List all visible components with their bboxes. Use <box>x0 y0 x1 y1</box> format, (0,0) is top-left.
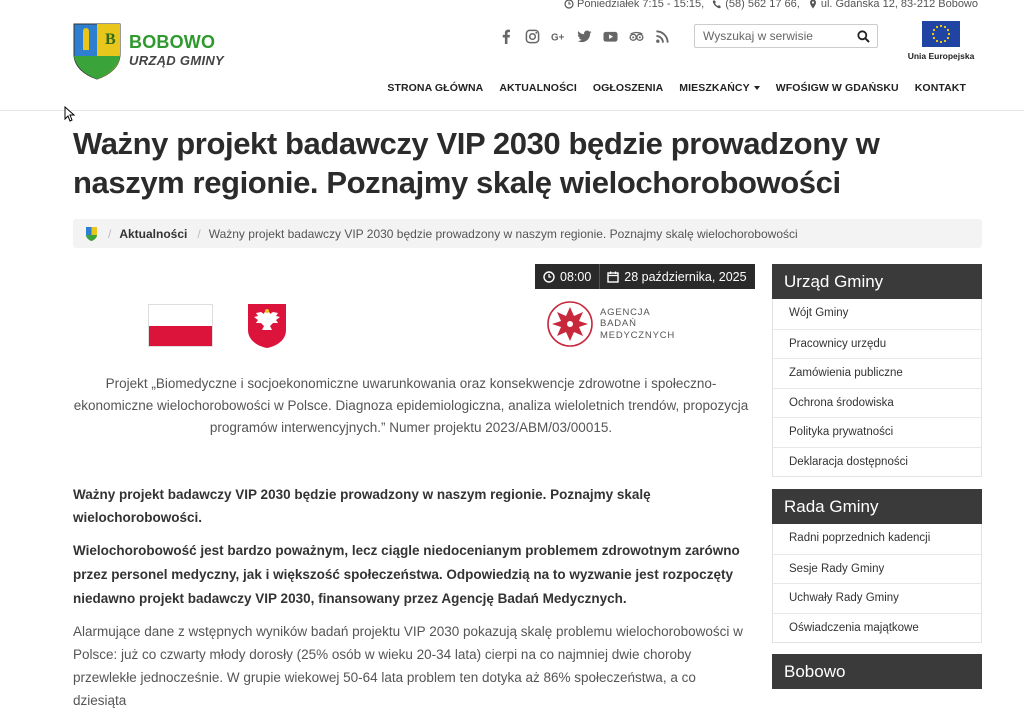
sidebar-item-pracownicy[interactable]: Pracownicy urzędu <box>773 329 981 359</box>
coat-of-arms-icon <box>72 22 122 80</box>
abm-cross-icon <box>546 300 594 348</box>
polish-eagle-emblem-image <box>247 303 287 349</box>
nav-item-news[interactable]: AKTUALNOŚCI <box>499 82 577 94</box>
sidebar-widget-bobowo <box>772 654 982 689</box>
eu-label: Unia Europejska <box>907 51 975 61</box>
search-icon[interactable] <box>857 30 870 43</box>
main-navigation <box>379 82 974 94</box>
svg-text:G+: G+ <box>551 31 565 43</box>
article-lead-paragraph: Wielochorobowość jest bardzo poważnym, lecz ciągle niedocenianym problemem zdrowotnym zarówno przez personel medyczny, jak i większość społeczeństwa. Odpowiedzią na to wyzwanie jest rozpoczęty niedawno projekt badawczy VIP 2030, finansowany przez Agencję Badań Medycznych. <box>73 543 740 606</box>
abm-line-1: AGENCJA <box>600 306 651 318</box>
article-title: Ważny projekt badawczy VIP 2030 będzie prowadzony w naszym regionie. Poznajmy skalę wielochorobowości <box>73 126 880 200</box>
sidebar-item-deklaracja[interactable]: Deklaracja dostępności <box>773 447 981 477</box>
clock-icon <box>564 0 574 9</box>
nav-item-contact[interactable]: KONTAKT <box>914 82 966 94</box>
breadcrumb-current: Ważny projekt badawczy VIP 2030 będzie prowadzony w naszym regionie. Poznajmy skalę wielochorobowości <box>208 226 798 241</box>
search-input[interactable] <box>695 29 845 43</box>
mouse-cursor-icon <box>64 106 74 122</box>
phone-text: (58) 562 17 66, <box>725 0 800 10</box>
office-hours-text: Poniedziałek 7:15 - 15:15, <box>577 0 705 10</box>
logo-title: BOBOWO <box>129 32 216 52</box>
widget-title: Urząd Gminy <box>772 264 982 299</box>
abm-line-3: MEDYCZNYCH <box>600 329 676 341</box>
address <box>808 0 978 10</box>
svg-text:B: B <box>105 31 116 48</box>
youtube-icon[interactable] <box>602 28 619 44</box>
social-links <box>498 28 671 44</box>
clock-icon <box>543 271 555 283</box>
logo-subtitle: URZĄD GMINY <box>129 53 225 68</box>
sidebar-item-oswiadczenia[interactable]: Oświadczenia majątkowe <box>773 613 981 643</box>
phone[interactable] <box>712 0 800 10</box>
sidebar-item-polityka[interactable]: Polityka prywatności <box>773 417 981 447</box>
nav-item-residents[interactable] <box>671 82 767 94</box>
instagram-icon[interactable] <box>524 28 541 44</box>
office-hours <box>564 0 704 10</box>
sidebar-item-radni[interactable]: Radni poprzednich kadencji <box>789 532 931 544</box>
article-paragraph: Alarmujące dane z wstępnych wyników badań projektu VIP 2030 pokazują skalę problemu wielochorobowości w Polsce: już co czwarty młody dorosły (25% osób w wieku 20-34 lata) cierpi na co najmniej dwie choroby przewlekłe jednocześnie. W grupie wiekowej 50-64 lata problem ten dotyka aż 86% społeczeństwa, a co dziesiąta <box>73 624 743 708</box>
top-info-bar <box>0 0 1024 14</box>
sidebar-widget-rada-gminy <box>772 489 982 643</box>
twitter-icon[interactable] <box>576 28 593 44</box>
nav-item-wfosigw[interactable]: WFOŚIGW W GDAŃSKU <box>775 82 899 94</box>
widget-title: Bobowo <box>772 654 982 689</box>
header-divider <box>0 110 1024 111</box>
rss-icon[interactable] <box>654 28 671 44</box>
sidebar-item-ochrona[interactable]: Ochrona środowiska <box>773 388 981 418</box>
map-marker-icon <box>808 0 818 9</box>
project-description: Projekt „Biomedyczne i socjoekonomiczne uwarunkowania oraz konsekwencje zdrowotne i społeczno-ekonomiczne wielochorobowości w Polsce. Diagnoza epidemiologiczna, analiza wieloletnich trendów, propozycja programów interwencyjnych.” Numer projektu 2023/ABM/03/00015. <box>73 376 749 435</box>
sidebar-widget-urzad-gminy <box>772 264 982 477</box>
breadcrumb-separator: / <box>197 226 201 241</box>
calendar-icon <box>607 271 619 283</box>
breadcrumb <box>73 219 982 248</box>
nav-item-home[interactable]: STRONA GŁÓWNA <box>387 82 484 94</box>
sidebar-item-zamowienia[interactable]: Zamówienia publiczne <box>773 358 981 388</box>
eu-logo[interactable] <box>906 21 976 61</box>
abm-line-2: BADAŃ <box>600 318 637 330</box>
nav-item-residents-label: MIESZKAŃCY <box>679 82 750 94</box>
site-logo[interactable] <box>72 22 224 80</box>
sidebar-item-uchwaly[interactable]: Uchwały Rady Gminy <box>773 583 981 613</box>
google-plus-icon[interactable] <box>550 28 567 44</box>
phone-icon <box>712 0 722 9</box>
post-datetime <box>535 264 755 289</box>
widget-title: Rada Gminy <box>772 489 982 524</box>
address-text: ul. Gdańska 12, 83-212 Bobowo <box>820 0 978 10</box>
chevron-down-icon <box>754 86 760 90</box>
nav-item-announcements[interactable]: OGŁOSZENIA <box>592 82 664 94</box>
home-crest-icon[interactable] <box>85 226 98 241</box>
sidebar-item-wojt[interactable]: Wójt Gminy <box>789 307 849 319</box>
tripadvisor-icon[interactable] <box>628 28 645 44</box>
article-lead-heading: Ważny projekt badawczy VIP 2030 będzie prowadzony w naszym regionie. Poznajmy skalę wielochorobowości. <box>73 487 651 525</box>
breadcrumb-section[interactable]: Aktualności <box>119 226 188 241</box>
polish-flag-image <box>148 304 213 347</box>
sidebar-item-sesje[interactable]: Sesje Rady Gminy <box>773 554 981 584</box>
post-date: 28 października, 2025 <box>624 269 747 284</box>
abm-logo <box>546 300 675 348</box>
facebook-icon[interactable] <box>498 28 515 44</box>
site-search <box>694 24 878 48</box>
eu-flag-icon <box>922 21 960 47</box>
post-time: 08:00 <box>560 269 592 284</box>
breadcrumb-separator: / <box>108 226 112 241</box>
